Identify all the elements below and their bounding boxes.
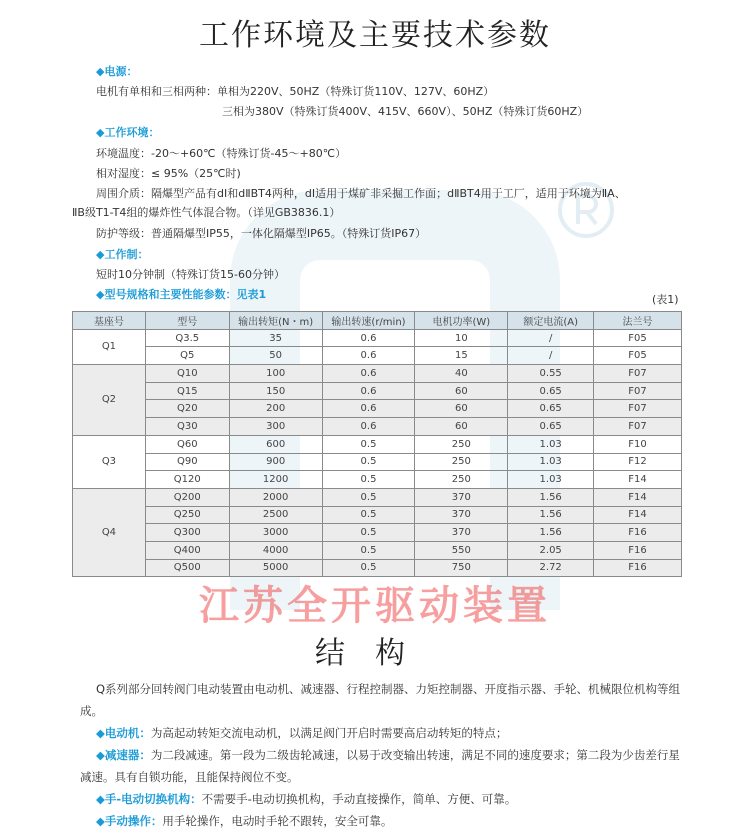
structure-item-text: 为二段减速。第一段为二级齿轮减速，以易于改变输出转速，满足不同的速度要求；第二段为少齿差行星减速。具有自锁功能，且能保持阀位不变。	[80, 748, 680, 784]
table-cell: 0.6	[322, 418, 415, 436]
table-row	[73, 418, 682, 436]
table-cell: Q60	[145, 435, 229, 453]
table-cell: Q120	[145, 471, 229, 489]
table-cell: 600	[229, 435, 322, 453]
structure-intro: Q系列部分回转阀门电动装置由电动机、减速器、行程控制器、力矩控制器、开度指示器、手轮、机械限位机构等组成。	[80, 682, 681, 718]
table-cell: F16	[594, 559, 682, 577]
structure-item	[80, 722, 690, 744]
table-row	[73, 382, 682, 400]
power-line-1: 电机有单相和三相两种：单相为220V、50HZ（特殊订货110V、127V、60HZ）	[96, 85, 495, 98]
table-cell: 0.65	[508, 418, 594, 436]
table-cell: 0.5	[322, 488, 415, 506]
table-cell: 900	[229, 453, 322, 471]
table-cell: 15	[415, 347, 508, 365]
table-cell: F05	[594, 329, 682, 347]
table-cell: 300	[229, 418, 322, 436]
table-cell: 10	[415, 329, 508, 347]
table-cell: 5000	[229, 559, 322, 577]
table-cell: 0.6	[322, 400, 415, 418]
table-row	[73, 435, 682, 453]
table-cell: F16	[594, 541, 682, 559]
column-header: 输出转速(r/min)	[322, 312, 415, 330]
table-cell: F07	[594, 382, 682, 400]
table-cell: Q15	[145, 382, 229, 400]
structure-item-text: 不需要手-电动切换机构，手动直接操作，简单、方便、可靠。	[201, 792, 517, 806]
table-cell: F07	[594, 418, 682, 436]
power-heading: ◆电源：	[96, 65, 138, 78]
structure-item	[80, 810, 690, 832]
table-cell: 60	[415, 418, 508, 436]
table-cell: Q5	[145, 347, 229, 365]
table-cell: 3000	[229, 524, 322, 542]
table-cell: F12	[594, 453, 682, 471]
table-cell: 0.6	[322, 382, 415, 400]
table-cell: 2500	[229, 506, 322, 524]
table-cell: 250	[415, 435, 508, 453]
table-cell: 1.03	[508, 453, 594, 471]
base-cell: Q2	[73, 365, 146, 436]
table-cell: F07	[594, 400, 682, 418]
structure-item	[80, 744, 690, 788]
table-cell: 35	[229, 329, 322, 347]
table-cell: Q200	[145, 488, 229, 506]
diamond-icon: ◆	[96, 792, 105, 806]
env-medium-1: 周围介质：隔爆型产品有dⅠ和dⅡBT4两种，dⅠ适用于煤矿非采掘工作面；dⅡBT4用于工厂，适用于环境为ⅡA、	[96, 187, 626, 200]
spec-heading: ◆型号规格和主要性能参数：见表1	[96, 288, 267, 301]
table-cell: 0.5	[322, 471, 415, 489]
table-cell: 250	[415, 453, 508, 471]
table-cell: 2000	[229, 488, 322, 506]
diamond-icon: ◆	[96, 726, 105, 740]
column-header: 型号	[145, 312, 229, 330]
table-row	[73, 365, 682, 383]
table-cell: 250	[415, 471, 508, 489]
column-header: 额定电流(A)	[508, 312, 594, 330]
duty-heading: ◆工作制：	[96, 248, 149, 261]
base-cell: Q3	[73, 435, 146, 488]
table-cell: Q400	[145, 541, 229, 559]
env-heading: ◆工作环境：	[96, 126, 160, 139]
table-cell: 1.56	[508, 506, 594, 524]
table-cell: 370	[415, 506, 508, 524]
table-cell: 1.56	[508, 488, 594, 506]
table-cell: 2.05	[508, 541, 594, 559]
table-row	[73, 400, 682, 418]
table-cell: F14	[594, 471, 682, 489]
table-cell: 150	[229, 382, 322, 400]
table-row	[73, 524, 682, 542]
table-cell: 0.5	[322, 453, 415, 471]
table-cell: 60	[415, 400, 508, 418]
watermark: 江苏全开驱动装置	[199, 583, 551, 629]
table-cell: Q30	[145, 418, 229, 436]
table-cell: 0.5	[322, 559, 415, 577]
table-cell: 550	[415, 541, 508, 559]
structure-item-text: 为高起动转矩交流电动机，以满足阀门开启时需要高启动转矩的特点；	[150, 726, 508, 740]
table-cell: F14	[594, 488, 682, 506]
env-medium-2: ⅡB级T1-T4组的爆炸性气体混合物。（详见GB3836.1）	[72, 206, 341, 219]
table-cell: 370	[415, 524, 508, 542]
base-cell: Q1	[73, 329, 146, 364]
column-header: 输出转矩(N・m)	[229, 312, 322, 330]
env-temp: 环境温度：-20～+60℃（特殊订货-45～+80℃）	[96, 147, 347, 160]
table-cell: F07	[594, 365, 682, 383]
table-row	[73, 541, 682, 559]
table-row	[73, 329, 682, 347]
table-cell: /	[508, 329, 594, 347]
table-cell: Q10	[145, 365, 229, 383]
table-header-row	[73, 312, 682, 330]
structure-item-label: 减速器：	[104, 748, 151, 762]
spec-table	[72, 311, 682, 577]
env-protection: 防护等级：普通隔爆型IP55，一体化隔爆型IP65。（特殊订货IP67）	[96, 227, 427, 240]
table-row	[73, 559, 682, 577]
table-cell: F10	[594, 435, 682, 453]
table-cell: 200	[229, 400, 322, 418]
table-cell: Q300	[145, 524, 229, 542]
page-title: 工作环境及主要技术参数	[199, 18, 551, 53]
column-header: 电机功率(W)	[415, 312, 508, 330]
column-header: 基座号	[73, 312, 146, 330]
table-cell: 0.5	[322, 435, 415, 453]
table-cell: Q250	[145, 506, 229, 524]
table-cell: 1200	[229, 471, 322, 489]
table-row	[73, 347, 682, 365]
table-cell: F14	[594, 506, 682, 524]
table-cell: 0.6	[322, 347, 415, 365]
table-row	[73, 506, 682, 524]
table-row	[73, 471, 682, 489]
table-cell: 2.72	[508, 559, 594, 577]
structure-item-text: 用手轮操作，电动时手轮不跟转，安全可靠。	[162, 814, 393, 828]
table-row	[73, 488, 682, 506]
table-cell: 0.65	[508, 400, 594, 418]
table-cell: 40	[415, 365, 508, 383]
table-cell: 60	[415, 382, 508, 400]
table-cell: 4000	[229, 541, 322, 559]
table-cell: Q20	[145, 400, 229, 418]
table-row	[73, 453, 682, 471]
table-cell: 0.6	[322, 329, 415, 347]
table-cell: F05	[594, 347, 682, 365]
table-cell: 370	[415, 488, 508, 506]
table-cell: Q3.5	[145, 329, 229, 347]
table-cell: 1.56	[508, 524, 594, 542]
structure-item-label: 电动机：	[104, 726, 151, 740]
table-cell: Q90	[145, 453, 229, 471]
table-cell: 0.55	[508, 365, 594, 383]
table-cell: 1.03	[508, 435, 594, 453]
table-cell: /	[508, 347, 594, 365]
structure-item-label: 手-电动切换机构：	[104, 792, 202, 806]
table-cell: 0.6	[322, 365, 415, 383]
power-line-2: 三相为380V（特殊订货400V、415V、660V）、50HZ（特殊订货60HZ）	[222, 105, 589, 118]
column-header: 法兰号	[594, 312, 682, 330]
table-cell: 1.03	[508, 471, 594, 489]
table-cell: 0.5	[322, 541, 415, 559]
table-cell: 0.65	[508, 382, 594, 400]
env-humidity: 相对湿度：≤ 95%（25℃时)	[96, 167, 241, 180]
table-label: (表1)	[652, 293, 679, 306]
base-cell: Q4	[73, 488, 146, 576]
table-cell: 0.5	[322, 506, 415, 524]
table-cell: 100	[229, 365, 322, 383]
diamond-icon: ◆	[96, 748, 105, 762]
structure-item	[80, 788, 690, 810]
table-cell: Q500	[145, 559, 229, 577]
structure-item-label: 手动操作：	[104, 814, 163, 828]
table-cell: 50	[229, 347, 322, 365]
diamond-icon: ◆	[96, 814, 105, 828]
table-cell: 0.5	[322, 524, 415, 542]
structure-title: 结构	[315, 636, 435, 671]
table-cell: F16	[594, 524, 682, 542]
table-cell: 750	[415, 559, 508, 577]
duty-text: 短时10分钟制（特殊订货15-60分钟）	[96, 268, 285, 281]
